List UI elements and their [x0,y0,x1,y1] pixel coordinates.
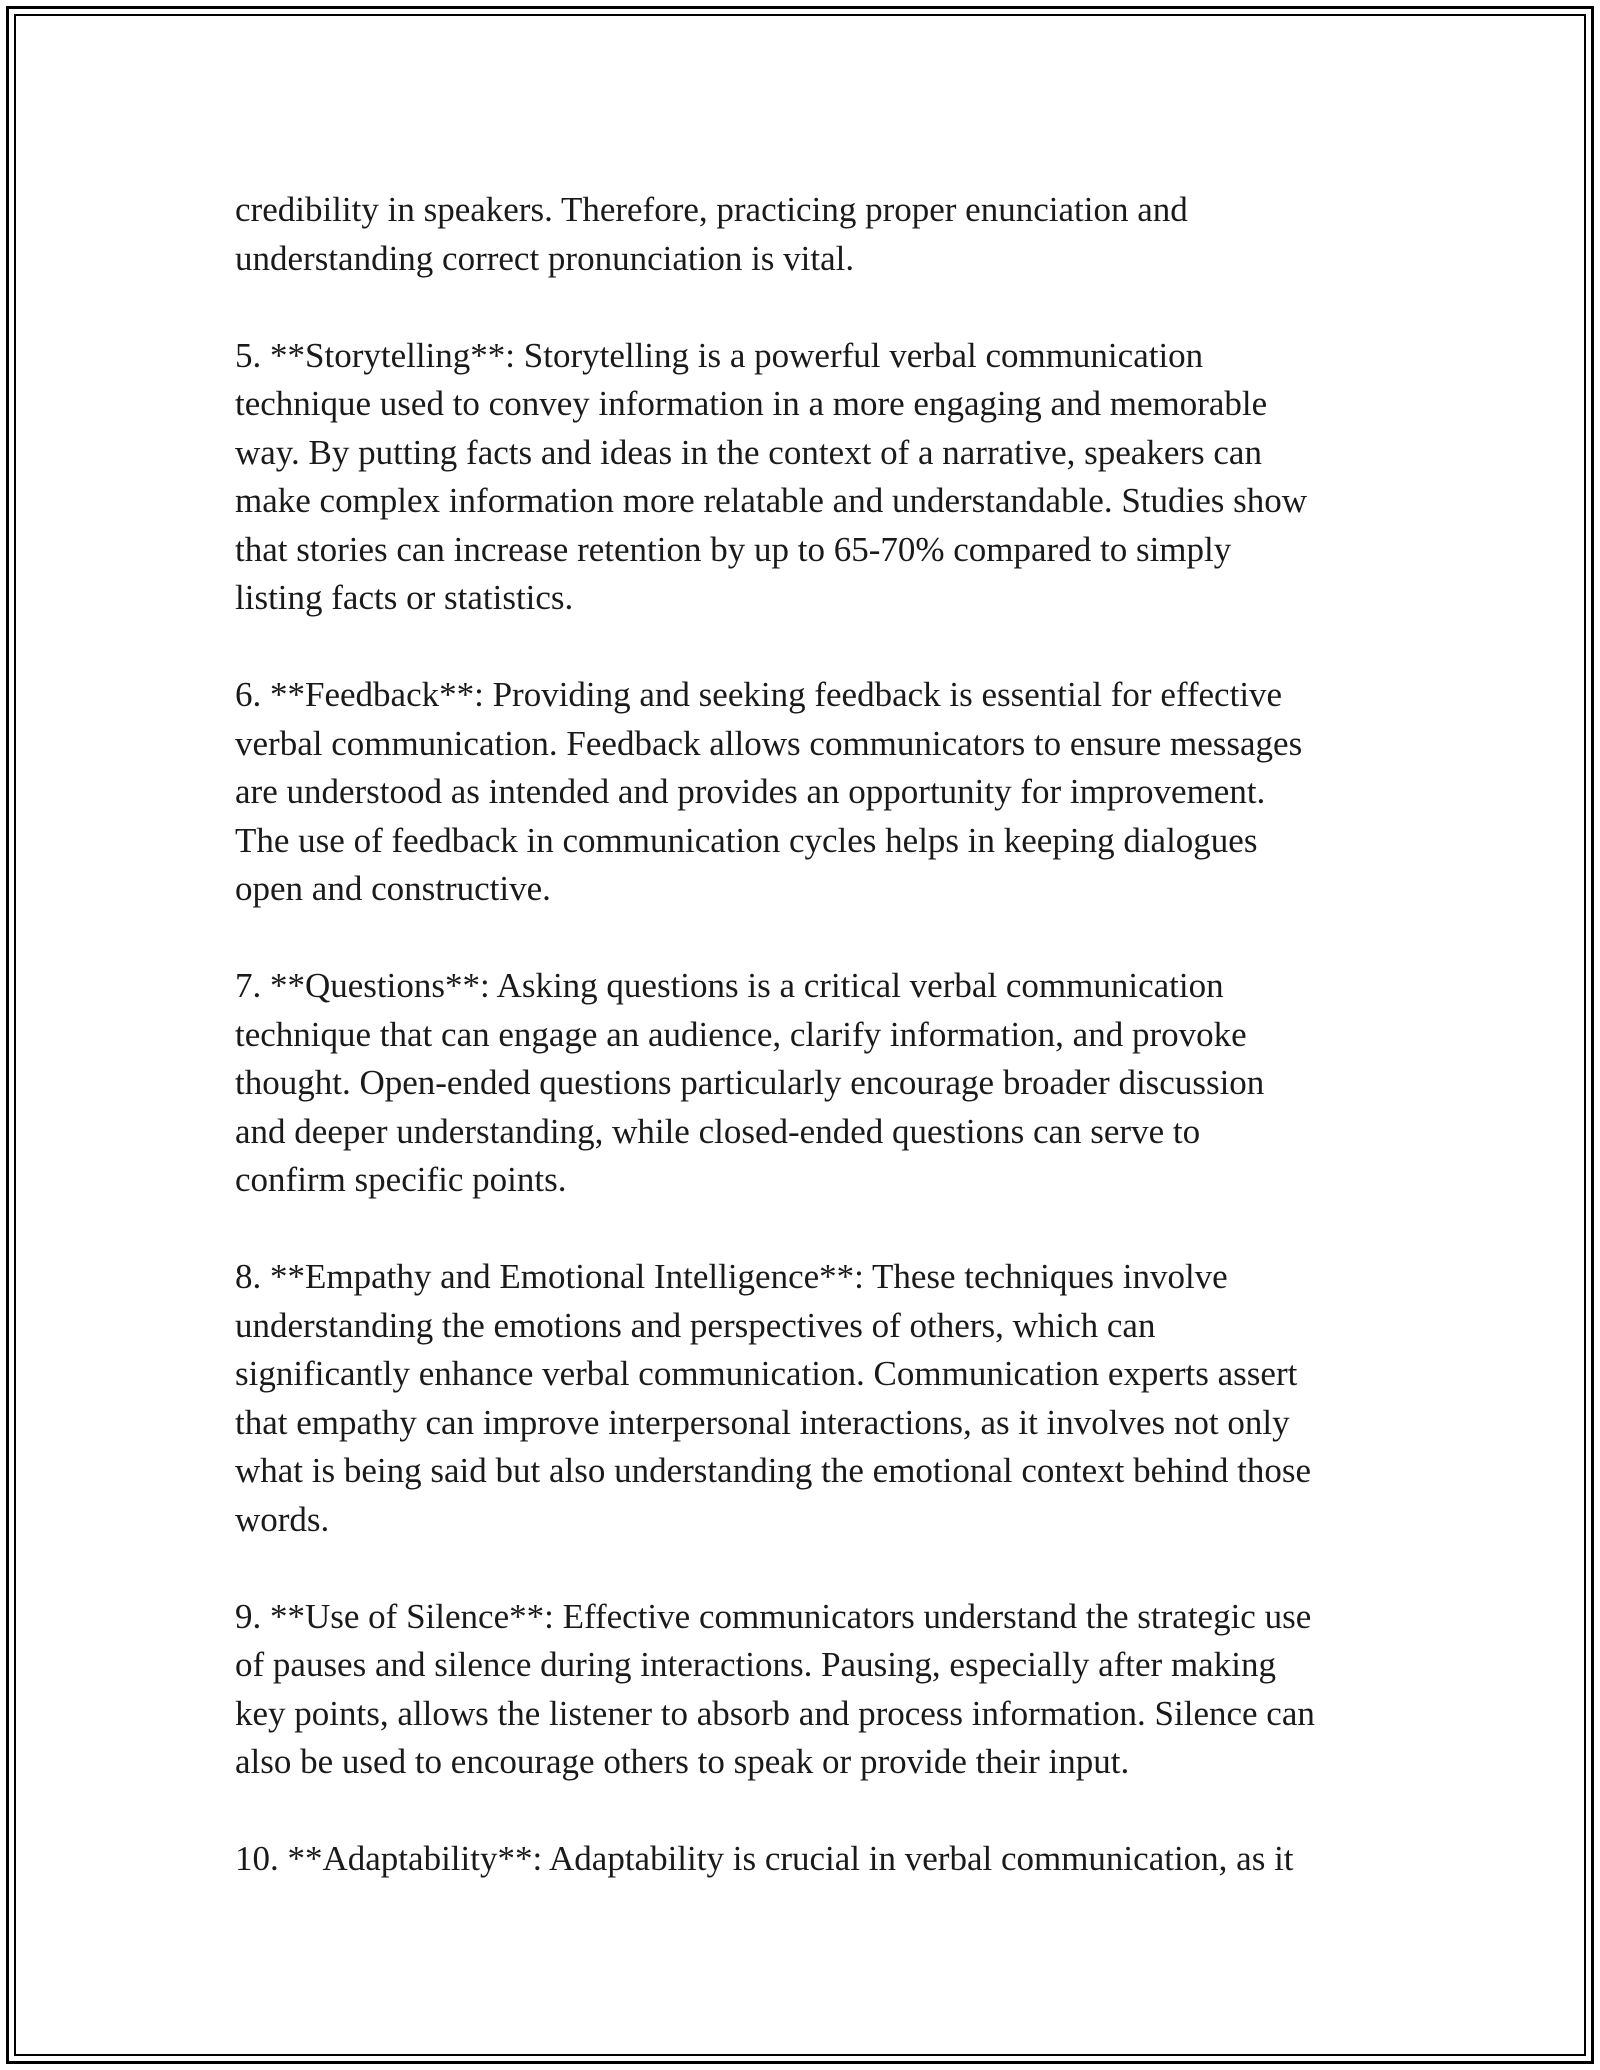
text-line: 9. **Use of Silence**: Effective communicators understand the strategic use [235,1596,1312,1636]
text-line: and deeper understanding, while closed-ended questions can serve to [235,1111,1201,1151]
text-line: 10. **Adaptability**: Adaptability is crucial in verbal communication, as it [235,1839,1294,1878]
text-line: also be used to encourage others to speak or provide their input. [235,1742,1130,1781]
text-line: credibility in speakers. Therefore, practicing proper enunciation and [235,190,1188,229]
text-line: are understood as intended and provides an opportunity for improvement. [235,772,1266,811]
text-line: verbal communication. Feedback allows communicators to ensure messages [235,723,1303,763]
paragraph-questions [235,962,1395,1205]
document-body [235,186,1395,1932]
text-line: what is being said but also understanding the emotional context behind those [235,1451,1312,1490]
paragraph-pronunciation-continued [235,186,1395,283]
text-line: 5. **Storytelling**: Storytelling is a powerful verbal communication [235,335,1204,375]
text-line: listing facts or statistics. [235,578,574,617]
text-line: 6. **Feedback**: Providing and seeking feedback is essential for effective [235,675,1283,714]
text-line: 8. **Empathy and Emotional Intelligence**: These techniques involve [235,1257,1228,1296]
text-line: words. [235,1499,330,1539]
text-line: technique used to convey information in a more engaging and memorable [235,384,1268,423]
text-line: make complex information more relatable and understandable. Studies show [235,481,1308,520]
text-line: understanding correct pronunciation is vital. [235,238,855,278]
text-line: that stories can increase retention by up to 65-70% compared to simply [235,529,1232,569]
text-line: confirm specific points. [235,1160,567,1199]
text-line: technique that can engage an audience, clarify information, and provoke [235,1014,1247,1054]
text-line: of pauses and silence during interactions. Pausing, especially after making [235,1645,1276,1684]
text-line: understanding the emotions and perspectives of others, which can [235,1305,1156,1345]
text-line: way. By putting facts and ideas in the context of a narrative, speakers can [235,432,1262,472]
text-line: 7. **Questions**: Asking questions is a critical verbal communication [235,966,1224,1005]
text-line: thought. Open-ended questions particularly encourage broader discussion [235,1063,1265,1102]
paragraph-adaptability [235,1835,1395,1884]
text-line: significantly enhance verbal communication. Communication experts assert [235,1354,1298,1393]
text-line: that empathy can improve interpersonal interactions, as it involves not only [235,1402,1290,1442]
paragraph-empathy [235,1253,1395,1544]
paragraph-silence [235,1593,1395,1787]
paragraph-feedback [235,671,1395,914]
paragraph-storytelling [235,332,1395,623]
text-line: The use of feedback in communication cycles helps in keeping dialogues [235,820,1258,860]
text-line: key points, allows the listener to absorb and process information. Silence can [235,1693,1315,1733]
text-line: open and constructive. [235,869,551,908]
